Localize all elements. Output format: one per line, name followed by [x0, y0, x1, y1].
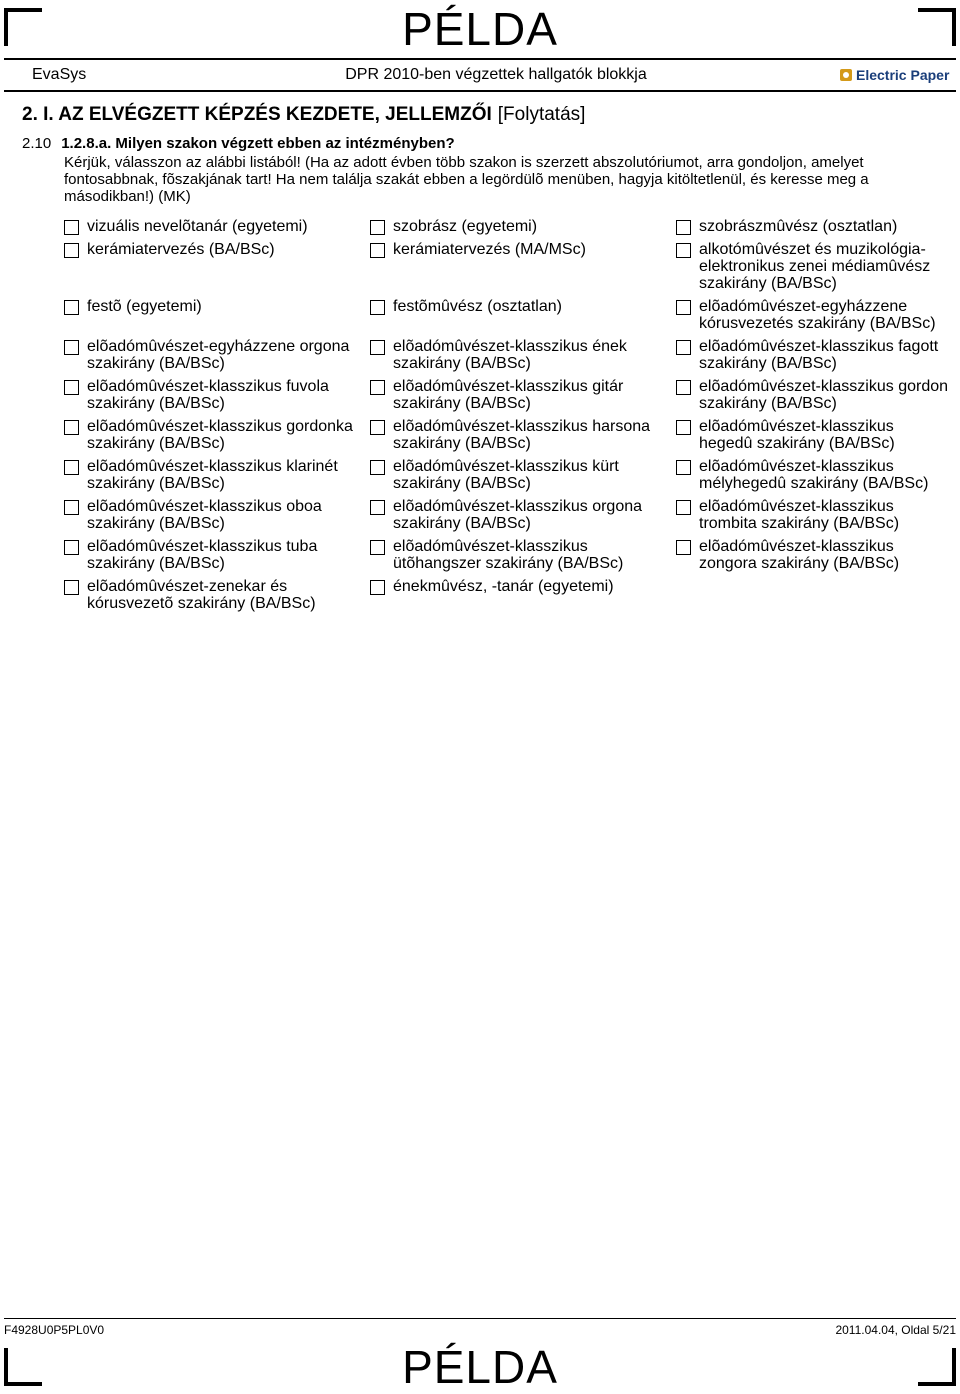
option-item[interactable] — [676, 218, 954, 235]
page-footer — [4, 1318, 956, 1337]
checkbox[interactable] — [676, 220, 691, 235]
option-label: elõadómûvészet-zenekar és kórusvezetõ szakirány (BA/BSc) — [87, 578, 316, 612]
option-label: szobrászmûvész (osztatlan) — [699, 218, 898, 235]
option-label: elõadómûvészet-klasszikus klarinét szakirány (BA/BSc) — [87, 458, 338, 492]
page-header — [4, 58, 956, 92]
option-label: elõadómûvészet-klasszikus kürt szakirány (BA/BSc) — [393, 458, 619, 492]
logo-icon — [840, 69, 852, 81]
app-name: EvaSys — [32, 66, 87, 83]
option-item[interactable] — [676, 418, 954, 452]
checkbox[interactable] — [64, 380, 79, 395]
checkbox[interactable] — [676, 380, 691, 395]
option-label: elõadómûvészet-klasszikus zongora szakirány (BA/BSc) — [699, 538, 900, 572]
option-label: elõadómûvészet-klasszikus fagott szakirány (BA/BSc) — [699, 338, 939, 372]
checkbox[interactable] — [64, 243, 79, 258]
option-item[interactable] — [64, 298, 370, 332]
form-code: F4928U0P5PL0V0 — [4, 1323, 105, 1337]
checkbox[interactable] — [64, 580, 79, 595]
checkbox[interactable] — [370, 243, 385, 258]
option-item[interactable] — [64, 498, 370, 532]
checkbox[interactable] — [370, 460, 385, 475]
section-title — [22, 104, 585, 126]
option-label: elõadómûvészet-klasszikus oboa szakirány (BA/BSc) — [87, 498, 322, 532]
checkbox[interactable] — [676, 243, 691, 258]
checkbox[interactable] — [64, 420, 79, 435]
option-label: alkotómûvészet és muzikológia-elektronikus zenei médiamûvész szakirány (BA/BSc) — [699, 241, 931, 292]
option-item[interactable] — [676, 458, 954, 492]
option-item[interactable] — [370, 538, 676, 572]
option-label: elõadómûvészet-klasszikus gordon szakirány (BA/BSc) — [699, 378, 949, 412]
option-item[interactable] — [370, 418, 676, 452]
checkbox[interactable] — [676, 300, 691, 315]
option-item[interactable] — [676, 538, 954, 572]
option-label: elõadómûvészet-egyházzene orgona szakirány (BA/BSc) — [87, 338, 350, 372]
option-item[interactable] — [64, 538, 370, 572]
checkbox[interactable] — [676, 540, 691, 555]
option-label: elõadómûvészet-klasszikus tuba szakirány (BA/BSc) — [87, 538, 318, 572]
option-item[interactable] — [64, 338, 370, 372]
checkbox[interactable] — [370, 220, 385, 235]
option-label: festõ (egyetemi) — [87, 298, 202, 315]
option-label: kerámiatervezés (MA/MSc) — [393, 241, 586, 258]
option-item[interactable] — [370, 498, 676, 532]
checkbox[interactable] — [370, 380, 385, 395]
option-item[interactable] — [676, 498, 954, 532]
option-label: festõmûvész (osztatlan) — [393, 298, 562, 315]
option-item[interactable] — [676, 338, 954, 372]
checkbox[interactable] — [370, 580, 385, 595]
checkbox[interactable] — [64, 540, 79, 555]
option-label: elõadómûvészet-klasszikus mélyhegedû szakirány (BA/BSc) — [699, 458, 929, 492]
option-label: elõadómûvészet-klasszikus trombita szakirány (BA/BSc) — [699, 498, 900, 532]
option-item[interactable] — [64, 418, 370, 452]
option-label: énekmûvész, -tanár (egyetemi) — [393, 578, 614, 595]
option-label: elõadómûvészet-klasszikus ének szakirány (BA/BSc) — [393, 338, 627, 372]
option-list — [64, 218, 954, 612]
option-label: kerámiatervezés (BA/BSc) — [87, 241, 275, 258]
question-text: 1.2.8.a. Milyen szakon végzett ebben az intézményben? — [61, 135, 455, 152]
question-instructions: Kérjük, válasszon az alábbi listából! (Ha az adott évben több szakon is szerzett abszolutóriumot, arra gondoljon, amelyet fontosabbnak, fõszakjának tart! Ha nem találja szakát ebben a legördülõ menüben, hagyja kitöltetlenül, és keresse meg a másodikban!) (MK) — [64, 154, 869, 205]
question-header — [22, 135, 455, 152]
option-item[interactable] — [676, 298, 954, 332]
option-label: elõadómûvészet-klasszikus orgona szakirány (BA/BSc) — [393, 498, 643, 532]
option-label: elõadómûvészet-klasszikus gordonka szakirány (BA/BSc) — [87, 418, 353, 452]
option-item[interactable] — [64, 378, 370, 412]
checkbox[interactable] — [370, 540, 385, 555]
option-item[interactable] — [676, 241, 954, 292]
option-label: elõadómûvészet-klasszikus fuvola szakirány (BA/BSc) — [87, 378, 329, 412]
checkbox[interactable] — [370, 500, 385, 515]
option-item[interactable] — [64, 578, 370, 612]
option-label: elõadómûvészet-egyházzene kórusvezetés szakirány (BA/BSc) — [699, 298, 936, 332]
option-item[interactable] — [370, 458, 676, 492]
date-page-info: 2011.04.04, Oldal 5/21 — [835, 1323, 956, 1337]
checkbox[interactable] — [64, 340, 79, 355]
watermark-bottom: PÉLDA — [402, 1341, 558, 1393]
option-item[interactable] — [370, 578, 676, 612]
option-item[interactable] — [370, 338, 676, 372]
option-item[interactable] — [370, 241, 676, 292]
option-item[interactable] — [64, 241, 370, 292]
section-heading: 2. I. AZ ELVÉGZETT KÉPZÉS KEZDETE, JELLEMZŐI — [22, 104, 492, 125]
document-title: DPR 2010-ben végzettek hallgatók blokkja — [345, 66, 647, 83]
option-item[interactable] — [370, 378, 676, 412]
option-label: vizuális nevelõtanár (egyetemi) — [87, 218, 308, 235]
option-label: elõadómûvészet-klasszikus ütõhangszer szakirány (BA/BSc) — [393, 538, 624, 572]
option-item[interactable] — [370, 218, 676, 235]
checkbox[interactable] — [370, 300, 385, 315]
option-label: szobrász (egyetemi) — [393, 218, 538, 235]
watermark-top: PÉLDA — [402, 3, 558, 55]
option-item[interactable] — [64, 218, 370, 235]
option-item[interactable] — [64, 458, 370, 492]
section-continued: [Folytatás] — [497, 104, 586, 125]
logo-text: Electric Paper — [856, 67, 950, 83]
option-label: elõadómûvészet-klasszikus hegedû szakirány (BA/BSc) — [699, 418, 895, 452]
checkbox[interactable] — [370, 340, 385, 355]
checkbox[interactable] — [676, 460, 691, 475]
option-label: elõadómûvészet-klasszikus gitár szakirány (BA/BSc) — [393, 378, 624, 412]
option-item[interactable] — [676, 378, 954, 412]
checkbox[interactable] — [64, 460, 79, 475]
checkbox[interactable] — [64, 500, 79, 515]
checkbox[interactable] — [676, 500, 691, 515]
checkbox[interactable] — [64, 220, 79, 235]
checkbox[interactable] — [64, 300, 79, 315]
checkbox[interactable] — [370, 420, 385, 435]
question-number: 2.10 — [22, 135, 52, 152]
electric-paper-logo — [840, 67, 956, 83]
option-item[interactable] — [370, 298, 676, 332]
option-label: elõadómûvészet-klasszikus harsona szakirány (BA/BSc) — [393, 418, 651, 452]
checkbox[interactable] — [676, 340, 691, 355]
checkbox[interactable] — [676, 420, 691, 435]
